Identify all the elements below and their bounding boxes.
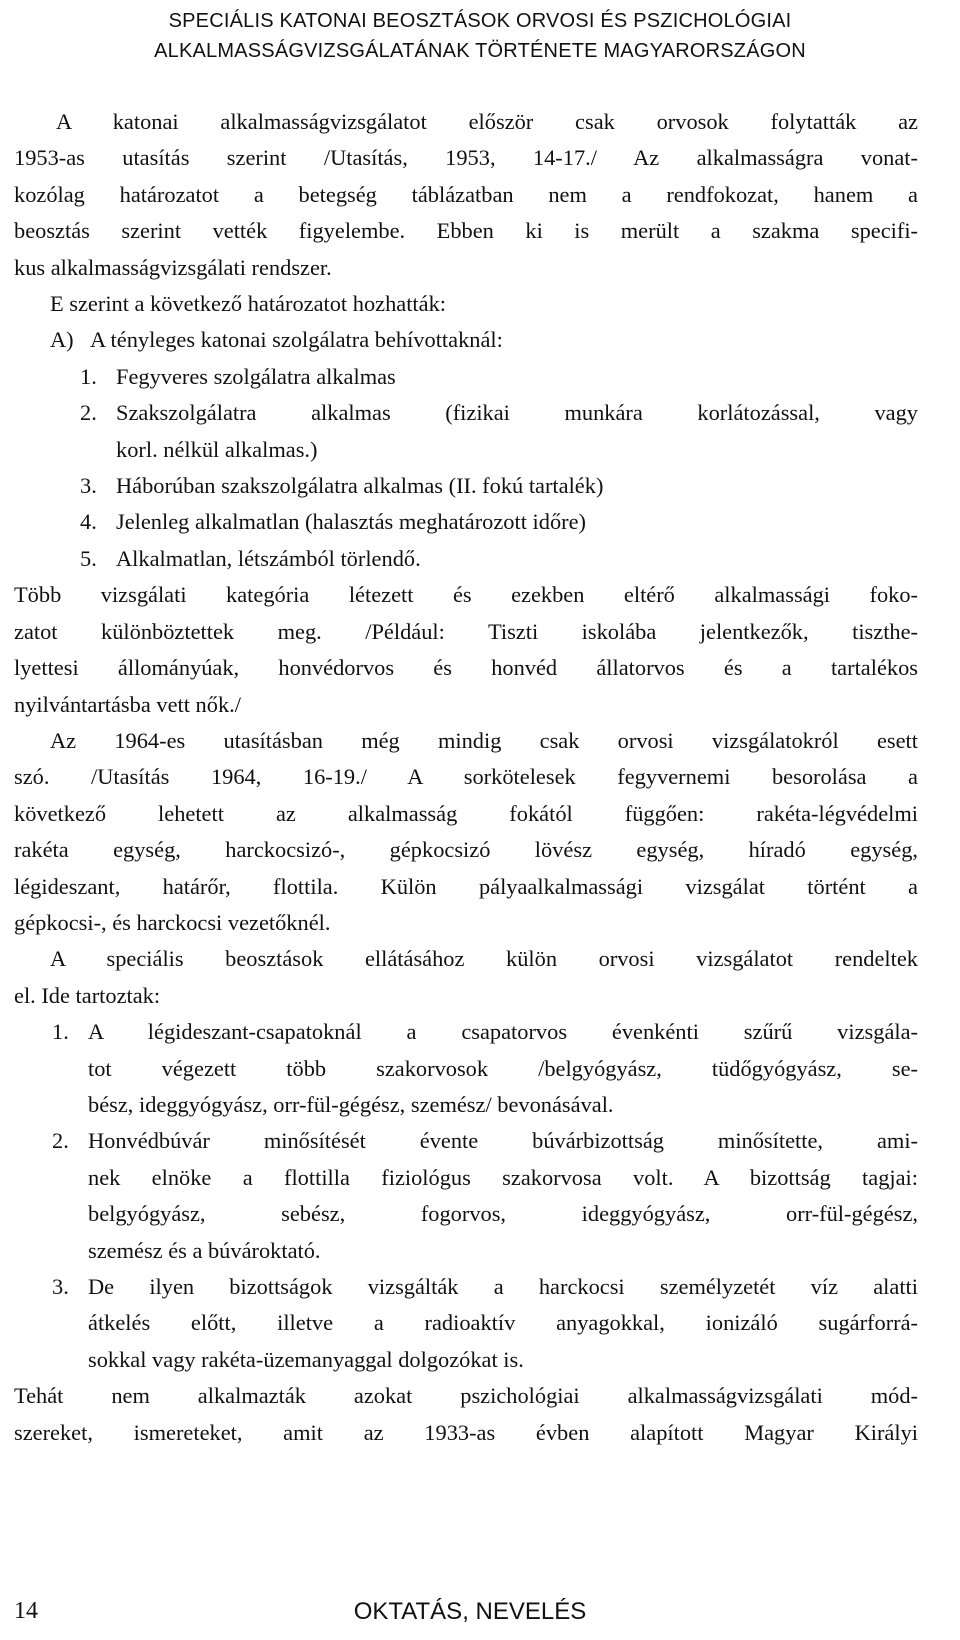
text-line: E szerint a következő határozatot hozhatták: bbox=[50, 291, 447, 317]
text-line: kus alkalmasságvizsgálati rendszer. bbox=[14, 254, 332, 280]
text-line: Több vizsgálati kategória létezett és ezekben eltérő alkalmassági foko- bbox=[14, 582, 918, 608]
text-line: bész, ideggyógyász, orr-fül-gégész, szemész/ bevonásával. bbox=[88, 1091, 614, 1117]
text-line: A légideszant-csapatoknál a csapatorvos évenkénti szűrű vizsgála- bbox=[88, 1019, 918, 1045]
paragraph-2 bbox=[14, 286, 918, 322]
list-text bbox=[116, 541, 918, 577]
text-line: rakéta egység, harckocsizó-, gépkocsizó lövész egység, híradó egység, bbox=[14, 837, 918, 863]
text-line: Jelenleg alkalmatlan (halasztás meghatározott időre) bbox=[116, 509, 586, 535]
text-line: gépkocsi-, és harckocsi vezetőknél. bbox=[14, 909, 331, 935]
paragraph-1 bbox=[14, 104, 918, 140]
list-item bbox=[52, 1269, 918, 1378]
list-number: 5. bbox=[80, 545, 97, 571]
list-a bbox=[14, 322, 918, 577]
list-text bbox=[116, 468, 918, 504]
text-line: kozólag határozatot a betegség táblázatban nem a rendfokozat, hanem a bbox=[14, 181, 918, 207]
text-line: Alkalmatlan, létszámból törlendő. bbox=[116, 545, 421, 571]
paragraph-5-cont bbox=[14, 978, 918, 1014]
text-line: nek elnöke a flottilla fiziológus szakorvosa volt. A bizottság tagjai: bbox=[88, 1164, 918, 1190]
text-line: 1953-as utasítás szerint /Utasítás, 1953, 14-17./ Az alkalmasságra vonat- bbox=[14, 145, 918, 171]
body-text bbox=[14, 104, 918, 1451]
list-number: 3. bbox=[52, 1274, 69, 1299]
text-line: Honvédbúvár minősítését évente búvárbizottság minősítette, ami- bbox=[88, 1128, 918, 1154]
text-line: Tehát nem alkalmazták azokat pszichológiai alkalmasságvizsgálati mód- bbox=[14, 1383, 918, 1409]
text-line: tot végezett több szakorvosok /belgyógyász, tüdőgyógyász, se- bbox=[88, 1055, 918, 1081]
text-line: el. Ide tartoztak: bbox=[14, 982, 161, 1008]
list-item bbox=[80, 359, 918, 395]
text-line: szemész és a búvároktató. bbox=[88, 1237, 321, 1263]
list-text bbox=[116, 359, 918, 395]
text-line: beosztás szerint vették figyelembe. Ebben ki is merült a szakma specifi- bbox=[14, 218, 918, 244]
list-b bbox=[14, 1014, 918, 1378]
list-text bbox=[116, 504, 918, 540]
text-line: De ilyen bizottságok vizsgálták a harckocsi személyzetét víz alatti bbox=[88, 1274, 918, 1299]
text-line: sokkal vagy rakéta-üzemanyaggal dolgozókat is. bbox=[88, 1346, 524, 1372]
text-line: belgyógyász, sebész, fogorvos, ideggyógyász, orr-fül-gégész, bbox=[88, 1201, 918, 1227]
list-item bbox=[80, 395, 918, 468]
page-footer bbox=[0, 1598, 960, 1634]
list-number: 3. bbox=[80, 473, 97, 499]
list-text bbox=[88, 1269, 918, 1378]
text-line: Háborúban szakszolgálatra alkalmas (II. fokú tartalék) bbox=[116, 473, 604, 499]
list-number: 2. bbox=[52, 1128, 69, 1154]
text-line: korl. nélkül alkalmas.) bbox=[116, 436, 318, 462]
running-head bbox=[0, 6, 960, 66]
paragraph-3 bbox=[14, 577, 918, 723]
paragraph-4-cont bbox=[14, 759, 918, 941]
list-text bbox=[88, 1123, 918, 1269]
list-item bbox=[80, 541, 918, 577]
text-line: légideszant, határőr, flottila. Külön pályaalkalmassági vizsgálat történt a bbox=[14, 873, 918, 899]
footer-title: OKTATÁS, NEVELÉS bbox=[353, 1598, 587, 1625]
list-item bbox=[52, 1014, 918, 1123]
text-line: A speciális beosztások ellátásához külön orvosi vizsgálatot rendeltek bbox=[50, 946, 918, 972]
text-line: átkelés előtt, illetve a radioaktív anyagokkal, ionizáló sugárforrá- bbox=[88, 1310, 918, 1336]
list-a-label: A) bbox=[50, 327, 74, 353]
page-number: 14 bbox=[14, 1598, 38, 1624]
text-line: Szakszolgálatra alkalmas (fizikai munkára korlátozással, vagy bbox=[116, 400, 918, 426]
list-a-heading bbox=[50, 322, 918, 358]
list-a-items bbox=[50, 359, 918, 577]
text-line: szó. /Utasítás 1964, 16-19./ A sorkötelesek fegyvernemi besorolása a bbox=[14, 764, 918, 790]
text-line: nyilvántartásba vett nők./ bbox=[14, 691, 241, 717]
list-text bbox=[88, 1014, 918, 1123]
running-head-line-2: ALKALMASSÁGVIZSGÁLATÁNAK TÖRTÉNETE MAGYARORSZÁGON bbox=[154, 40, 806, 62]
paragraph-6 bbox=[14, 1378, 918, 1451]
text-line: lyettesi állományúak, honvédorvos és honvéd állatorvos és a tartalékos bbox=[14, 655, 918, 681]
text-line: Az 1964-es utasításban még mindig csak orvosi vizsgálatokról esett bbox=[50, 727, 918, 753]
list-number: 1. bbox=[52, 1019, 69, 1045]
list-number: 4. bbox=[80, 509, 97, 535]
list-item bbox=[52, 1123, 918, 1269]
text-line: A katonai alkalmasságvizsgálatot először csak orvosok folytatták az bbox=[56, 109, 918, 134]
list-item bbox=[80, 504, 918, 540]
list-number: 2. bbox=[80, 400, 97, 426]
running-head-line-1: SPECIÁLIS KATONAI BEOSZTÁSOK ORVOSI ÉS PSZICHOLÓGIAI bbox=[168, 10, 792, 32]
list-number: 1. bbox=[80, 363, 97, 389]
list-text bbox=[116, 395, 918, 468]
list-a-title: A tényleges katonai szolgálatra behívottaknál: bbox=[90, 327, 503, 353]
text-line: zatot különböztettek meg. /Például: Tiszti iskolába jelentkezők, tiszthe- bbox=[14, 618, 918, 644]
paragraph-4 bbox=[14, 723, 918, 759]
text-line: szereket, ismereteket, amit az 1933-as évben alapított Magyar Királyi bbox=[14, 1419, 918, 1445]
text-line: következő lehetett az alkalmasság fokától függően: rakéta-légvédelmi bbox=[14, 800, 918, 826]
list-item bbox=[80, 468, 918, 504]
text-line: Fegyveres szolgálatra alkalmas bbox=[116, 363, 396, 389]
paragraph-1-cont bbox=[14, 140, 918, 286]
paragraph-5 bbox=[14, 941, 918, 977]
